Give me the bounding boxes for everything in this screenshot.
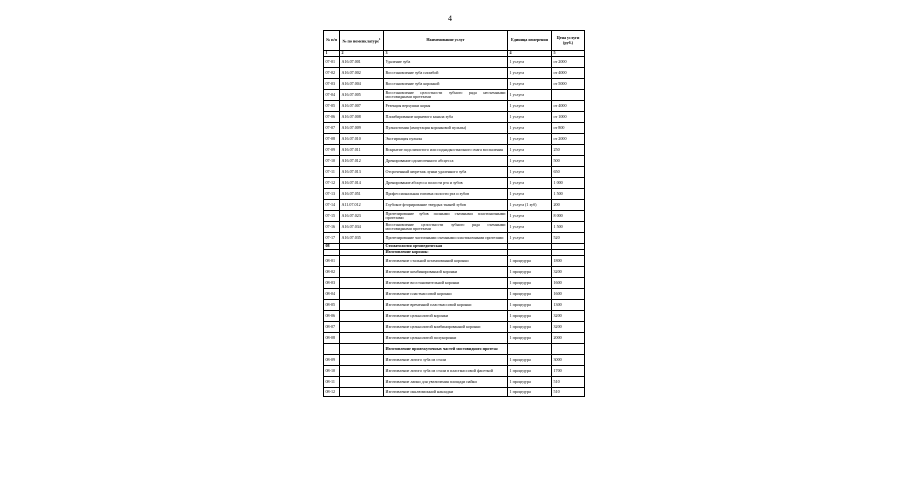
row-number: 08-10 xyxy=(324,366,340,377)
row-unit: 1 услуга xyxy=(508,112,552,123)
row-service-name: Отсроченный кюретаж лунки удаленного зуба xyxy=(384,167,508,178)
row-price: 1600 xyxy=(552,289,585,300)
row-price: от 800 xyxy=(552,123,585,134)
row-unit: 1 процедура xyxy=(508,333,552,344)
row-unit: 1 услуга xyxy=(508,222,552,233)
row-service-name: Профессиональная гигиена полости рта и зубов xyxy=(384,189,508,200)
row-unit: 1 услуга xyxy=(508,167,552,178)
subsection-row xyxy=(324,344,585,355)
row-code xyxy=(340,322,384,333)
row-price: 520 xyxy=(552,233,585,244)
row-service-name: Изготовление восстановительной коронки xyxy=(384,278,508,289)
row-price: 500 xyxy=(552,156,585,167)
row-number: 07-08 xyxy=(324,134,340,145)
row-number: 07-13 xyxy=(324,189,340,200)
row-code: А16.07.051 xyxy=(340,189,384,200)
index-cell: 1 xyxy=(324,51,340,57)
row-unit: 1 процедура xyxy=(508,256,552,267)
table-row xyxy=(324,300,585,311)
row-price: 3200 xyxy=(552,322,585,333)
row-number: 08-07 xyxy=(324,322,340,333)
price-table-container xyxy=(323,30,584,397)
table-row xyxy=(324,134,585,145)
row-code: А16.07.011 xyxy=(340,145,384,156)
table-row xyxy=(324,167,585,178)
table-row xyxy=(324,90,585,101)
row-unit: 1 услуга xyxy=(508,156,552,167)
row-code: А16.07.001 xyxy=(340,57,384,68)
row-service-name: Восстановление зуба коронкой xyxy=(384,79,508,90)
row-code: А16.07.002 xyxy=(340,68,384,79)
row-price: 3200 xyxy=(552,311,585,322)
row-price: 2000 xyxy=(552,333,585,344)
row-service-name: Глубокое фторирование твердых тканей зубов xyxy=(384,200,508,211)
row-price: 1600 xyxy=(552,278,585,289)
row-unit: 1 услуга xyxy=(508,233,552,244)
table-row xyxy=(324,333,585,344)
row-service-name: Изготовление окклюзионной накладки xyxy=(384,388,508,397)
row-number: 07-15 xyxy=(324,211,340,222)
table-row xyxy=(324,57,585,68)
row-price: 650 xyxy=(552,167,585,178)
subsection-empty-cell xyxy=(324,344,340,355)
row-number: 08-02 xyxy=(324,267,340,278)
row-code xyxy=(340,333,384,344)
row-service-name: Изготовление литого зуба из стали в пластмассовой фасеткой xyxy=(384,366,508,377)
row-unit: 1 процедура xyxy=(508,355,552,366)
table-row xyxy=(324,366,585,377)
subsection-empty-cell xyxy=(508,344,552,355)
row-unit: 1 процедура xyxy=(508,289,552,300)
section-number: 08 xyxy=(324,244,340,250)
row-unit: 1 услуга xyxy=(508,211,552,222)
row-price: 1700 xyxy=(552,366,585,377)
row-service-name: Изготовление цельнолитой коронки xyxy=(384,311,508,322)
row-service-name: Пломбирование корневого канала зуба xyxy=(384,112,508,123)
index-cell: 3 xyxy=(384,51,508,57)
row-unit: 1 процедура xyxy=(508,322,552,333)
table-row xyxy=(324,233,585,244)
row-service-name: Изготовление цельнолитой полукоронки xyxy=(384,333,508,344)
row-number: 07-12 xyxy=(324,178,340,189)
table-row xyxy=(324,289,585,300)
row-unit: 1 процедура xyxy=(508,267,552,278)
row-service-name: Экстирпация пульпы xyxy=(384,134,508,145)
row-number: 07-11 xyxy=(324,167,340,178)
row-price: 8 000 xyxy=(552,211,585,222)
row-service-name: Восстановление целостности зубного ряда съемными мостовидными протезами xyxy=(385,221,506,231)
table-row xyxy=(324,278,585,289)
row-unit: 1 процедура xyxy=(508,278,552,289)
row-number: 07-14 xyxy=(324,200,340,211)
row-price: от 2000 xyxy=(552,57,585,68)
row-code xyxy=(340,267,384,278)
row-price: 1 000 xyxy=(552,178,585,189)
row-price: от 2000 xyxy=(552,134,585,145)
row-code xyxy=(340,366,384,377)
row-number: 08-06 xyxy=(324,311,340,322)
row-number: 07-16 xyxy=(324,222,340,233)
row-service-name: Пульпотомия (ампутация коронковой пульпы) xyxy=(384,123,508,134)
header-unit: Единица измерения xyxy=(508,31,552,51)
row-service-name: Удаление зуба xyxy=(384,57,508,68)
row-number: 07-01 xyxy=(324,57,340,68)
row-unit: 1 процедура xyxy=(508,300,552,311)
table-row xyxy=(324,388,585,397)
row-unit: 1 услуга xyxy=(508,178,552,189)
row-code: А16.07.004 xyxy=(340,79,384,90)
index-cell: 5 xyxy=(552,51,585,57)
row-unit: 1 услуга xyxy=(508,123,552,134)
row-code: А16.07.005 xyxy=(340,90,384,101)
row-service-name: Восстановление целостности зубного ряда несъемными мостовидными протезами xyxy=(385,89,506,99)
row-price: 510 xyxy=(552,388,585,397)
row-service-name: Дренирование одонтогенного абсцесса xyxy=(384,156,508,167)
row-code: А16.07.023 xyxy=(340,211,384,222)
table-row xyxy=(324,156,585,167)
row-price: 1 500 xyxy=(552,222,585,233)
row-number: 07-04 xyxy=(324,90,340,101)
row-unit: 1 процедура xyxy=(508,377,552,388)
table-body xyxy=(324,51,585,397)
row-code: А16.07.013 xyxy=(340,167,384,178)
row-number: 08-12 xyxy=(324,388,340,397)
row-unit: 1 процедура xyxy=(508,311,552,322)
table-row xyxy=(324,189,585,200)
row-service-name: Протезирование частичными съемными пластиночными протезами xyxy=(384,233,508,244)
row-number: 07-17 xyxy=(324,233,340,244)
row-service-name: Изготовление лапки для увеличения площади пайки xyxy=(384,377,508,388)
row-code xyxy=(340,355,384,366)
row-unit: 1 процедура xyxy=(508,366,552,377)
row-number: 07-05 xyxy=(324,101,340,112)
row-code: А11.07.012 xyxy=(340,200,384,211)
row-price: 1800 xyxy=(552,256,585,267)
row-code: А16.07.009 xyxy=(340,123,384,134)
row-number: 08-04 xyxy=(324,289,340,300)
table-row xyxy=(324,145,585,156)
row-service-name: Изготовление стальной штампованной коронки xyxy=(384,256,508,267)
row-unit: 1 услуга (1 зуб) xyxy=(508,200,552,211)
table-row xyxy=(324,311,585,322)
row-price: от 5000 xyxy=(552,79,585,90)
row-code: А16.07.010 xyxy=(340,134,384,145)
row-unit: 1 услуга xyxy=(508,57,552,68)
header-price: Цена услуги (руб.) xyxy=(552,31,585,51)
row-number: 08-05 xyxy=(324,300,340,311)
row-service-name: Вскрытие подслизистого или поднадкостничного очага воспаления xyxy=(384,145,508,156)
table-row xyxy=(324,178,585,189)
header-footnote: 1 xyxy=(378,37,381,42)
subsection-empty-cell xyxy=(340,344,384,355)
row-price: от 1000 xyxy=(552,112,585,123)
price-table xyxy=(323,30,585,397)
table-row xyxy=(324,68,585,79)
row-number: 07-10 xyxy=(324,156,340,167)
table-row xyxy=(324,200,585,211)
row-code xyxy=(340,388,384,397)
row-service-name: Изготовление комбинированной коронки xyxy=(384,267,508,278)
row-code xyxy=(340,377,384,388)
row-price: 510 xyxy=(552,377,585,388)
row-unit: 1 услуга xyxy=(508,79,552,90)
section-title: Стоматология ортопедическая xyxy=(384,244,508,250)
table-row xyxy=(324,123,585,134)
row-number: 07-09 xyxy=(324,145,340,156)
row-code: А16.07.007 xyxy=(340,101,384,112)
row-unit: 1 услуга xyxy=(508,134,552,145)
row-code: А16.07.034 xyxy=(340,222,384,233)
row-unit: 1 услуга xyxy=(508,68,552,79)
row-service-name: Дренирование абсцесса полости рта и зубов xyxy=(384,178,508,189)
subsection-title-bridge: Изготовление промежуточных частей мостовидного протеза: xyxy=(384,344,508,355)
row-number: 08-11 xyxy=(324,377,340,388)
row-service-name: Протезирование зубов полными съемными пластиночными протезами xyxy=(385,210,506,220)
table-row xyxy=(324,267,585,278)
table-row xyxy=(324,355,585,366)
row-number: 07-02 xyxy=(324,68,340,79)
row-unit: 1 услуга xyxy=(508,189,552,200)
header-nomenclature xyxy=(340,31,384,51)
row-number: 08-01 xyxy=(324,256,340,267)
row-code xyxy=(340,278,384,289)
row-code: А16.07.008 xyxy=(340,112,384,123)
row-service-name: Изготовление литого зуба из стали xyxy=(384,355,508,366)
row-service-name: Изготовление цельнолитой комбинированной коронки xyxy=(384,322,508,333)
row-price: от 4000 xyxy=(552,101,585,112)
row-code: А16.07.035 xyxy=(340,233,384,244)
row-code xyxy=(340,289,384,300)
table-row xyxy=(324,377,585,388)
table-row xyxy=(324,112,585,123)
subsection-title-crowns: Изготовление коронок: xyxy=(384,250,508,256)
row-code: А16.07.014 xyxy=(340,178,384,189)
row-unit: 1 услуга xyxy=(508,101,552,112)
row-service-name: Резекция верхушки корня xyxy=(384,101,508,112)
row-unit: 1 услуга xyxy=(508,90,552,101)
index-cell: 2 xyxy=(340,51,384,57)
table-row xyxy=(324,322,585,333)
table-row xyxy=(324,79,585,90)
row-price: 1300 xyxy=(552,300,585,311)
table-row xyxy=(324,256,585,267)
row-unit: 1 услуга xyxy=(508,145,552,156)
row-code xyxy=(340,311,384,322)
page-number: 4 xyxy=(448,14,452,23)
row-price: 3200 xyxy=(552,267,585,278)
table-row xyxy=(324,222,585,233)
row-number: 08-03 xyxy=(324,278,340,289)
row-number: 08-09 xyxy=(324,355,340,366)
row-number: 07-06 xyxy=(324,112,340,123)
table-header-row xyxy=(324,31,585,51)
index-cell: 4 xyxy=(508,51,552,57)
row-code xyxy=(340,300,384,311)
row-price: 1 500 xyxy=(552,189,585,200)
subsection-empty-cell xyxy=(552,344,585,355)
row-service-name: Изготовление пластмассовой коронки xyxy=(384,289,508,300)
table-row xyxy=(324,101,585,112)
row-service-name: Восстановление зуба пломбой xyxy=(384,68,508,79)
row-service-name: Изготовление временной пластмассовой коронки xyxy=(384,300,508,311)
header-service-name: Наименование услуг xyxy=(384,31,508,51)
header-number: № п/п xyxy=(324,31,340,51)
row-code: А16.07.012 xyxy=(340,156,384,167)
header-nomenclature-text: № по номенклатуре xyxy=(342,38,379,44)
row-number: 07-07 xyxy=(324,123,340,134)
row-number: 08-08 xyxy=(324,333,340,344)
row-code xyxy=(340,256,384,267)
row-price: 250 xyxy=(552,145,585,156)
row-price: 200 xyxy=(552,200,585,211)
row-price: от 4000 xyxy=(552,68,585,79)
row-number: 07-03 xyxy=(324,79,340,90)
row-price xyxy=(552,90,585,101)
row-price: 3000 xyxy=(552,355,585,366)
table-row xyxy=(324,211,585,222)
row-unit: 1 процедура xyxy=(508,388,552,397)
